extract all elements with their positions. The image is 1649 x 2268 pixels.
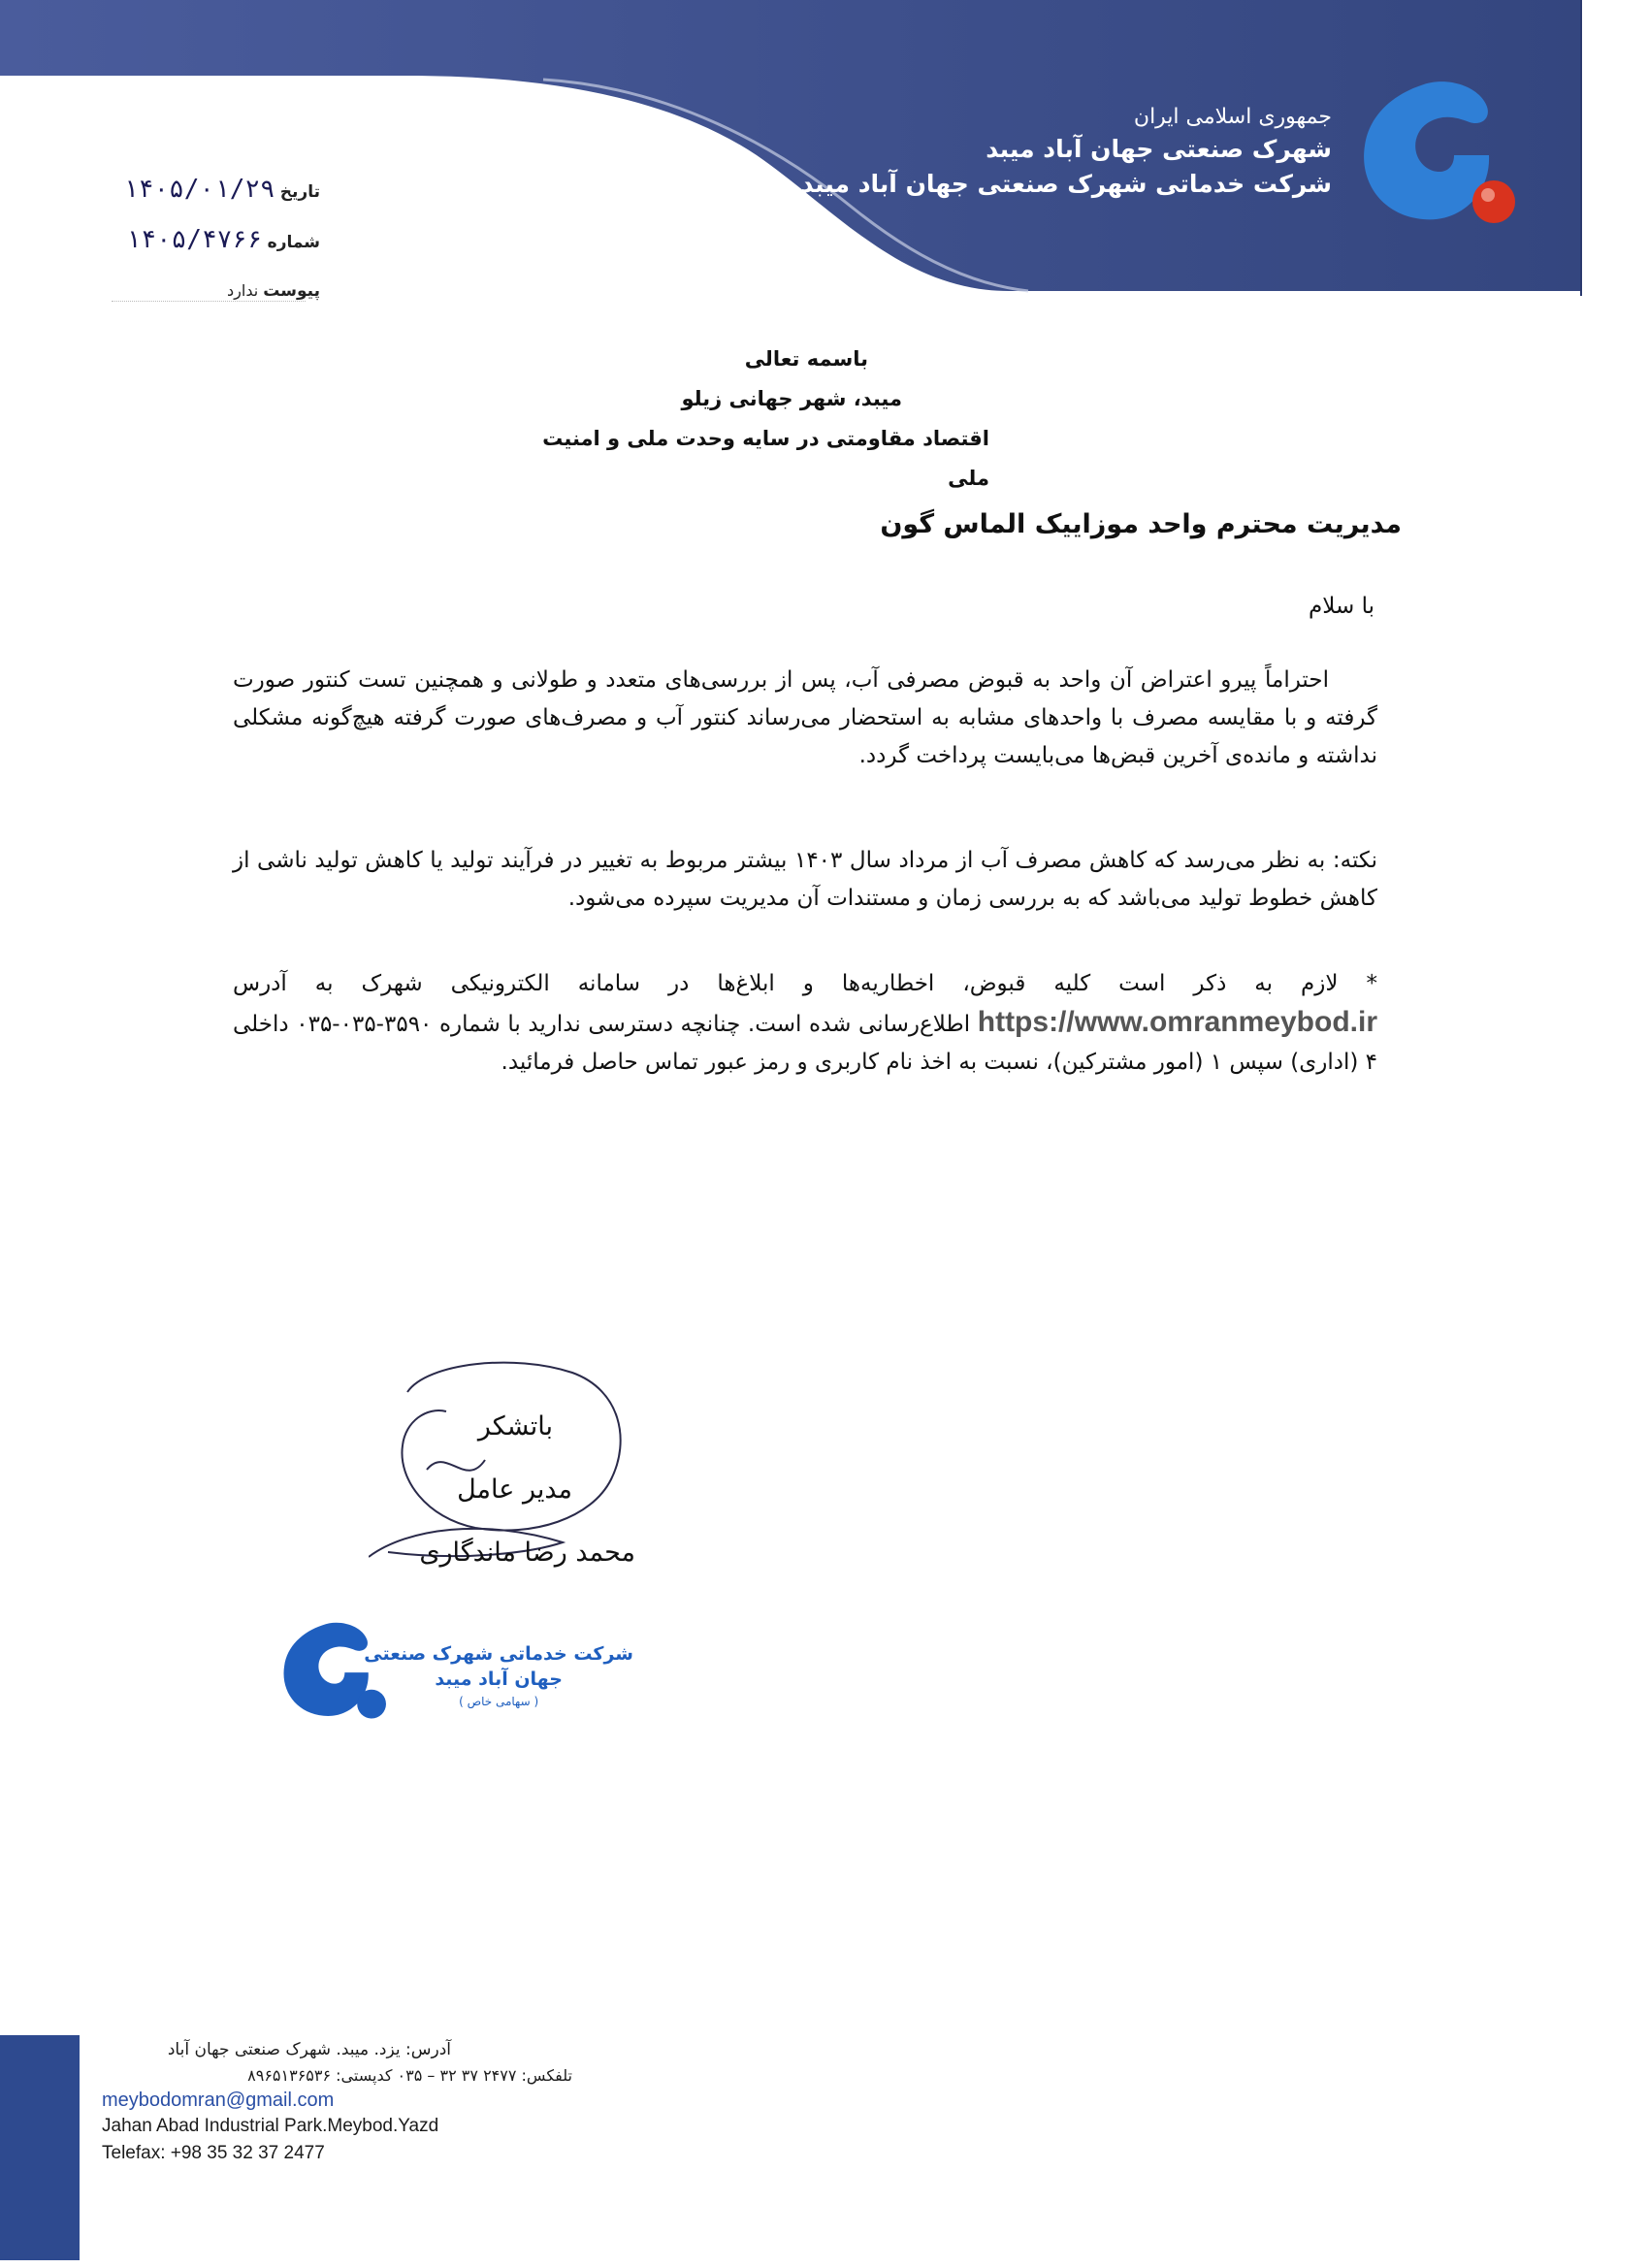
portal-text-after: اطلاع‌رسانی شده است. چنانچه دسترسی ندارید با شماره ۳۵۹۰-۰۳۵-۰۳۵ داخلی ۴ (اداری) سپس ۱ (امور مشترکین)، نسبت به اخذ نام کاربری و رمز عبور تماس حاصل فرمائید.: [233, 1012, 1377, 1075]
org-company-name: شرکت خدماتی شهرک صنعتی جهان آباد میبد: [800, 170, 1332, 198]
portal-text-before: * لازم به ذکر است کلیه قبوض، اخطاریه‌ها و ابلاغ‌ها در سامانه الکترونیکی شهرک به آدرس: [233, 971, 1377, 996]
signature-name: محمد رضا ماندگاری: [419, 1538, 635, 1568]
number-value: ۱۴۰۵/۴۷۶۶: [125, 225, 263, 254]
stamp-line2: جهان آباد میبد: [435, 1669, 563, 1690]
footer-contact: [102, 2035, 587, 2167]
signature-thanks: باتشکر: [477, 1411, 553, 1442]
paragraph-main: احتراماً پیرو اعتراض آن واحد به قبوض مصرفی آب، پس از بررسی‌های متعدد و طولانی و همچنین تست کنتور صورت گرفته و با مقایسه مصرف با واحدهای مشابه به استحضار می‌رساند کنتور آب و مصرف‌های صورت گرفته هیچ‌گونه مشکلی نداشته و مانده‌ی آخرین قبض‌ها می‌بایست پرداخت گردد.: [233, 667, 1377, 768]
letter-attachment: [87, 281, 320, 301]
letter-date: [87, 175, 320, 204]
stamp-line3: ( سهامی خاص ): [459, 1695, 539, 1708]
footer-address-en: Jahan Abad Industrial Park.Meybod.Yazd: [102, 2116, 439, 2136]
organization-name-block: [789, 103, 1332, 202]
org-park-name: شهرک صنعتی جهان آباد میبد: [986, 135, 1332, 163]
company-logo: [1353, 78, 1518, 243]
invocation: باسمه تعالی: [744, 347, 868, 371]
footer-email-link[interactable]: meybodomran@gmail.com: [102, 2090, 335, 2111]
date-label: تاریخ: [279, 182, 320, 202]
stamp-line1: شرکت خدماتی شهرک صنعتی: [364, 1643, 633, 1665]
signature-title: مدیر عامل: [457, 1474, 572, 1505]
signature-block: [369, 1353, 660, 1605]
city-line: میبد، شهر جهانی زیلو: [681, 387, 902, 410]
attachment-value: ندارد: [227, 281, 259, 300]
addressee: مدیریت محترم واحد موزاییک الماس گون: [880, 509, 1402, 539]
letter-number: [87, 225, 320, 254]
footer-color-bar: [0, 2035, 80, 2260]
motto-line: اقتصاد مقاومتی در سایه وحدت ملی و امنیت ملی: [542, 427, 989, 490]
footer-telefax-en: Telefax: +98 35 32 37 2477: [102, 2143, 325, 2163]
paragraph-portal: [233, 965, 1377, 1082]
number-label: شماره: [267, 233, 320, 252]
stamp-text: [364, 1641, 633, 1711]
footer-telephone: تلفکس: ۲۴۷۷ ۳۷ ۳۲ – ۰۳۵ کدپستی: ۸۹۶۵۱۳۶۵۳۶: [247, 2066, 572, 2085]
heading-block: [504, 340, 989, 499]
date-value: ۱۴۰۵/۰۱/۲۹: [123, 175, 275, 204]
footer-address: آدرس: یزد. میبد. شهرک صنعتی جهان آباد: [167, 2040, 451, 2059]
company-stamp: [276, 1620, 664, 1736]
portal-url-link[interactable]: https://www.omranmeybod.ir: [977, 1006, 1378, 1038]
org-country: جمهوری اسلامی ایران: [1133, 105, 1332, 129]
attachment-dotted-line: [112, 301, 306, 302]
attachment-label: پیوست: [263, 281, 320, 301]
greeting: با سلام: [1309, 594, 1374, 619]
paragraph-note: نکته: به نظر می‌رسد که کاهش مصرف آب از مرداد سال ۱۴۰۳ بیشتر مربوط به تغییر در فرآیند تولید یا کاهش تولید ناشی از کاهش خطوط تولید می‌باشد که به بررسی زمان و مستندات آن مدیریت سپرده می‌شود.: [233, 848, 1377, 911]
